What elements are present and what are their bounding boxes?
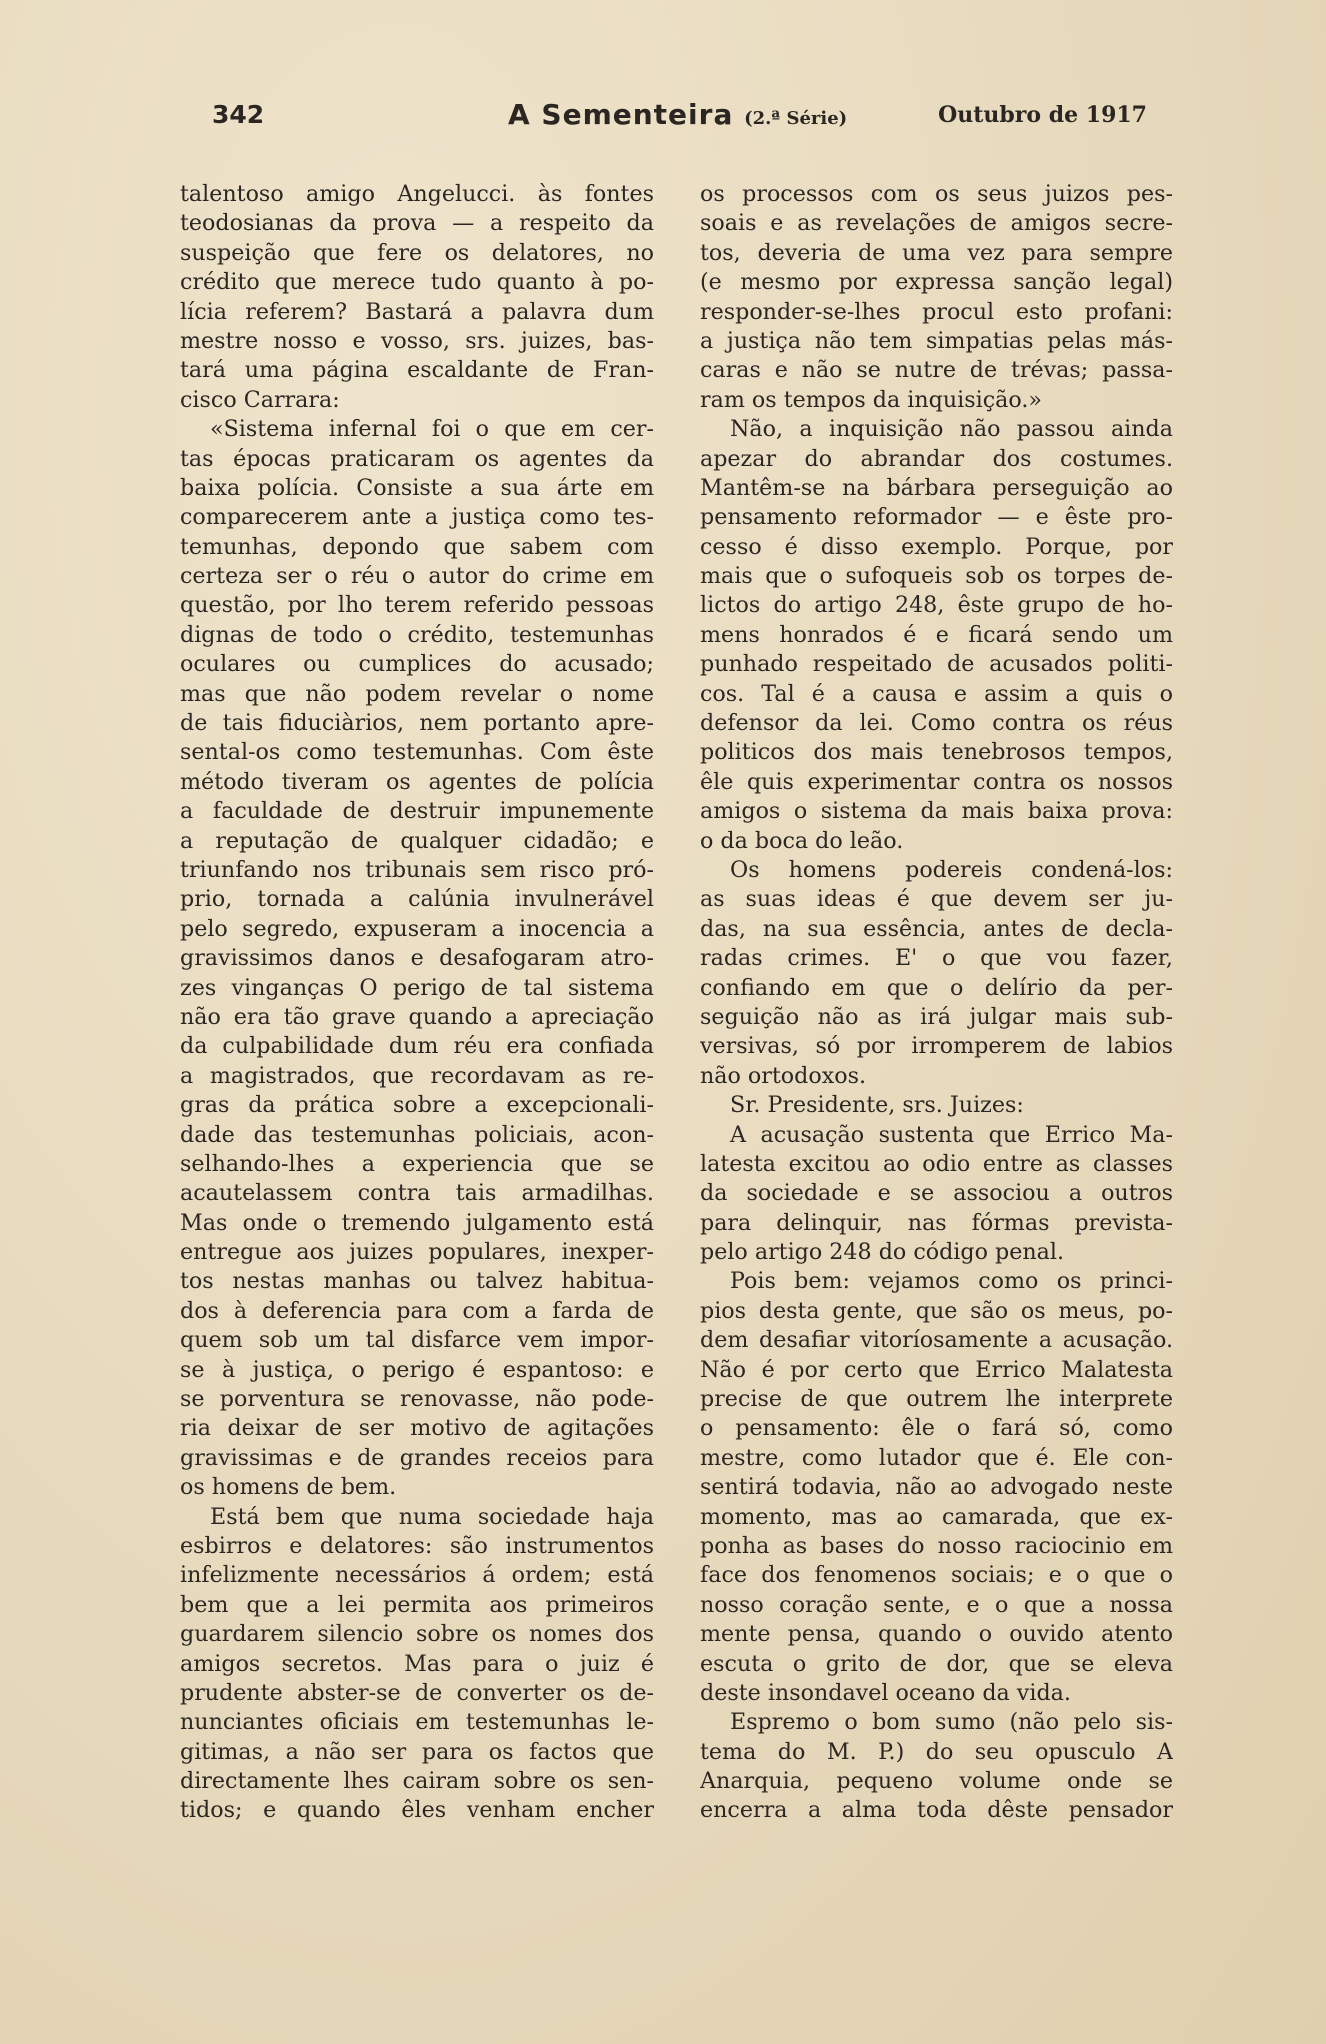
text-line: prio, tornada a calúnia invulnerável bbox=[180, 886, 654, 913]
text-line: Os homens podereis condená-los: bbox=[730, 856, 1173, 883]
left-column bbox=[180, 180, 654, 1826]
text-line: se à justiça, o perigo é espantoso: e bbox=[180, 1356, 654, 1383]
text-line: tema do M. P.) do seu opusculo A bbox=[700, 1738, 1173, 1765]
text-line: mente pensa, quando o ouvido atento bbox=[700, 1621, 1173, 1648]
text-line: responder-se-lhes procul esto profani: bbox=[700, 298, 1173, 325]
text-line: a faculdade de destruir impunemente bbox=[180, 798, 654, 825]
text-line: pios desta gente, que são os meus, po- bbox=[700, 1297, 1173, 1324]
text-line: temunhas, depondo que sabem com bbox=[180, 533, 654, 560]
text-line: soais e as revelações de amigos secre- bbox=[700, 210, 1173, 237]
text-line: escuta o grito de dor, que se eleva bbox=[700, 1650, 1173, 1677]
text-line: tos nestas manhas ou talvez habitua- bbox=[180, 1268, 654, 1295]
text-line: crédito que merece tudo quanto à po- bbox=[180, 269, 654, 296]
text-line: gravissimos danos e desafogaram atro- bbox=[180, 945, 654, 972]
text-line: tidos; e quando êles venham encher bbox=[180, 1797, 654, 1824]
text-line: nunciantes oficiais em testemunhas le- bbox=[180, 1709, 654, 1736]
text-line: a justiça não tem simpatias pelas más- bbox=[700, 327, 1173, 354]
text-line: nosso coração sente, e o que a nossa bbox=[700, 1591, 1173, 1618]
issue-date: Outubro de 1917 bbox=[938, 102, 1147, 128]
text-line: mas que não podem revelar o nome bbox=[180, 680, 654, 707]
text-line: tas épocas praticaram os agentes da bbox=[180, 445, 654, 472]
text-line: mestre nosso e vosso, srs. juizes, bas- bbox=[180, 327, 654, 354]
text-line: triunfando nos tribunais sem risco pró- bbox=[180, 856, 654, 883]
text-line: amigos o sistema da mais baixa prova: bbox=[700, 798, 1173, 825]
text-line: da culpabilidade dum réu era confiada bbox=[180, 1033, 654, 1060]
text-line: pelo artigo 248 do código penal. bbox=[700, 1239, 1065, 1266]
text-line: lictos do artigo 248, êste grupo de ho- bbox=[700, 592, 1173, 619]
text-line: tará uma página escaldante de Fran- bbox=[180, 357, 654, 384]
text-line: sentirá todavia, não ao advogado neste bbox=[700, 1474, 1173, 1501]
page-number: 342 bbox=[212, 100, 265, 129]
text-line: oculares ou cumplices do acusado; bbox=[180, 651, 654, 678]
text-line: esbirros e delatores: são instrumentos bbox=[180, 1532, 654, 1559]
text-line: A acusação sustenta que Errico Ma- bbox=[730, 1121, 1173, 1148]
text-line: se porventura se renovasse, não pode- bbox=[180, 1386, 654, 1413]
text-line: não era tão grave quando a apreciação bbox=[180, 1003, 654, 1030]
text-line: punhado respeitado de acusados politi- bbox=[700, 651, 1173, 678]
text-line: gitimas, a não ser para os factos que bbox=[180, 1738, 654, 1765]
text-line: ria deixar de ser motivo de agitações bbox=[180, 1415, 654, 1442]
text-line: Anarquia, pequeno volume onde se bbox=[700, 1768, 1173, 1795]
text-line: de tais fiduciàrios, nem portanto apre- bbox=[180, 710, 654, 737]
text-line: lícia referem? Bastará a palavra dum bbox=[180, 298, 654, 325]
text-line: a reputação de qualquer cidadão; e bbox=[180, 827, 654, 854]
text-line: para delinquir, nas fórmas prevista- bbox=[700, 1209, 1173, 1236]
text-line: ram os tempos da inquisição.» bbox=[700, 386, 1042, 413]
text-line: o da boca do leão. bbox=[700, 827, 904, 854]
text-line: encerra a alma toda dêste pensador bbox=[700, 1797, 1173, 1824]
text-line: pelo segredo, expuseram a inocencia a bbox=[180, 915, 654, 942]
text-line: mens honrados é e ficará sendo um bbox=[700, 621, 1173, 648]
text-line: face dos fenomenos sociais; e o que o bbox=[700, 1562, 1173, 1589]
text-line: cisco Carrara: bbox=[180, 386, 340, 413]
text-line: prudente abster-se de converter os de- bbox=[180, 1679, 654, 1706]
text-line: zes vinganças O perigo de tal sistema bbox=[180, 974, 654, 1001]
text-line: ponha as bases do nosso raciocinio em bbox=[700, 1532, 1173, 1559]
text-line: o pensamento: êle o fará só, como bbox=[700, 1415, 1173, 1442]
text-line: infelizmente necessários á ordem; está bbox=[180, 1562, 654, 1589]
text-line: gravissimas e de grandes receios para bbox=[180, 1444, 654, 1471]
text-line: (e mesmo por expressa sanção legal) bbox=[700, 269, 1173, 296]
text-line: radas crimes. E' o que vou fazer, bbox=[700, 945, 1173, 972]
text-line: amigos secretos. Mas para o juiz é bbox=[180, 1650, 654, 1677]
text-line: deste insondavel oceano da vida. bbox=[700, 1679, 1071, 1706]
text-line: caras e não se nutre de trévas; passa- bbox=[700, 357, 1173, 384]
text-line: confiando em que o delírio da per- bbox=[700, 974, 1173, 1001]
text-line: Mantêm-se na bárbara perseguição ao bbox=[700, 474, 1173, 501]
text-line: apezar do abrandar dos costumes. bbox=[700, 445, 1173, 472]
text-line: teodosianas da prova — a respeito da bbox=[180, 210, 654, 237]
text-line: directamente lhes cairam sobre os sen- bbox=[180, 1768, 654, 1795]
text-line: tos, deveria de uma vez para sempre bbox=[700, 239, 1173, 266]
series-label: (2.ª Série) bbox=[744, 108, 848, 129]
text-line: dignas de todo o crédito, testemunhas bbox=[180, 621, 654, 648]
text-line: certeza ser o réu o autor do crime em bbox=[180, 563, 654, 590]
text-line: da sociedade e se associou a outros bbox=[700, 1180, 1173, 1207]
text-line: Está bem que numa sociedade haja bbox=[210, 1503, 654, 1530]
text-line: questão, por lho terem referido pessoas bbox=[180, 592, 654, 619]
text-line: cos. Tal é a causa e assim a quis o bbox=[700, 680, 1173, 707]
text-line: versivas, só por irromperem de labios bbox=[700, 1033, 1173, 1060]
text-line: guardarem silencio sobre os nomes dos bbox=[180, 1621, 654, 1648]
text-line: mestre, como lutador que é. Ele con- bbox=[700, 1444, 1173, 1471]
text-line: defensor da lei. Como contra os réus bbox=[700, 710, 1173, 737]
text-line: êle quis experimentar contra os nossos bbox=[700, 768, 1173, 795]
text-line: latesta excitou ao odio entre as classes bbox=[700, 1150, 1173, 1177]
text-line: suspeição que fere os delatores, no bbox=[180, 239, 654, 266]
text-line: Pois bem: vejamos como os princi- bbox=[730, 1268, 1173, 1295]
text-line: comparecerem ante a justiça como tes- bbox=[180, 504, 654, 531]
text-line: método tiveram os agentes de polícia bbox=[180, 768, 654, 795]
text-line: acautelassem contra tais armadilhas. bbox=[180, 1180, 654, 1207]
text-line: Não, a inquisição não passou ainda bbox=[730, 416, 1173, 443]
journal-name: A Sementeira bbox=[508, 98, 734, 131]
text-line: Mas onde o tremendo julgamento está bbox=[180, 1209, 654, 1236]
text-line: bem que a lei permita aos primeiros bbox=[180, 1591, 654, 1618]
text-line: não ortodoxos. bbox=[700, 1062, 867, 1089]
text-line: momento, mas ao camarada, que ex- bbox=[700, 1503, 1173, 1530]
text-line: dem desafiar vitoríosamente a acusação. bbox=[700, 1327, 1173, 1354]
text-line: Não é por certo que Errico Malatesta bbox=[700, 1356, 1173, 1383]
right-column bbox=[700, 180, 1173, 1826]
text-line: dade das testemunhas policiais, acon- bbox=[180, 1121, 654, 1148]
text-line: mais que o sufoqueis sob os torpes de- bbox=[700, 563, 1173, 590]
text-line: entregue aos juizes populares, inexper- bbox=[180, 1239, 654, 1266]
text-line: os processos com os seus juizos pes- bbox=[700, 181, 1173, 207]
text-line: dos à deferencia para com a farda de bbox=[180, 1297, 654, 1324]
text-line: Sr. Presidente, srs. Juizes: bbox=[730, 1092, 1024, 1119]
text-line: seguição não as irá julgar mais sub- bbox=[700, 1003, 1173, 1030]
text-line: selhando-lhes a experiencia que se bbox=[180, 1150, 654, 1177]
text-line: das, na sua essência, antes de decla- bbox=[700, 915, 1173, 942]
text-line: quem sob um tal disfarce vem impor- bbox=[180, 1327, 654, 1354]
text-line: os homens de bem. bbox=[180, 1474, 397, 1501]
text-line: cesso é disso exemplo. Porque, por bbox=[700, 533, 1173, 560]
text-line: politicos dos mais tenebrosos tempos, bbox=[700, 739, 1173, 766]
text-line: talentoso amigo Angelucci. às fontes bbox=[180, 181, 654, 207]
text-line: «Sistema infernal foi o que em cer- bbox=[210, 416, 654, 443]
text-line: sental-os como testemunhas. Com êste bbox=[180, 739, 654, 766]
text-line: as suas ideas é que devem ser ju- bbox=[700, 886, 1173, 913]
text-line: precise de que outrem lhe interprete bbox=[700, 1386, 1173, 1413]
text-line: baixa polícia. Consiste a sua árte em bbox=[180, 474, 654, 501]
text-line: a magistrados, que recordavam as re- bbox=[180, 1062, 654, 1089]
text-line: Espremo o bom sumo (não pelo sis- bbox=[730, 1709, 1173, 1736]
page-header bbox=[212, 100, 1147, 144]
text-line: gras da prática sobre a excepcionali- bbox=[180, 1092, 654, 1119]
text-line: pensamento reformador — e êste pro- bbox=[700, 504, 1173, 531]
journal-title bbox=[508, 98, 847, 131]
